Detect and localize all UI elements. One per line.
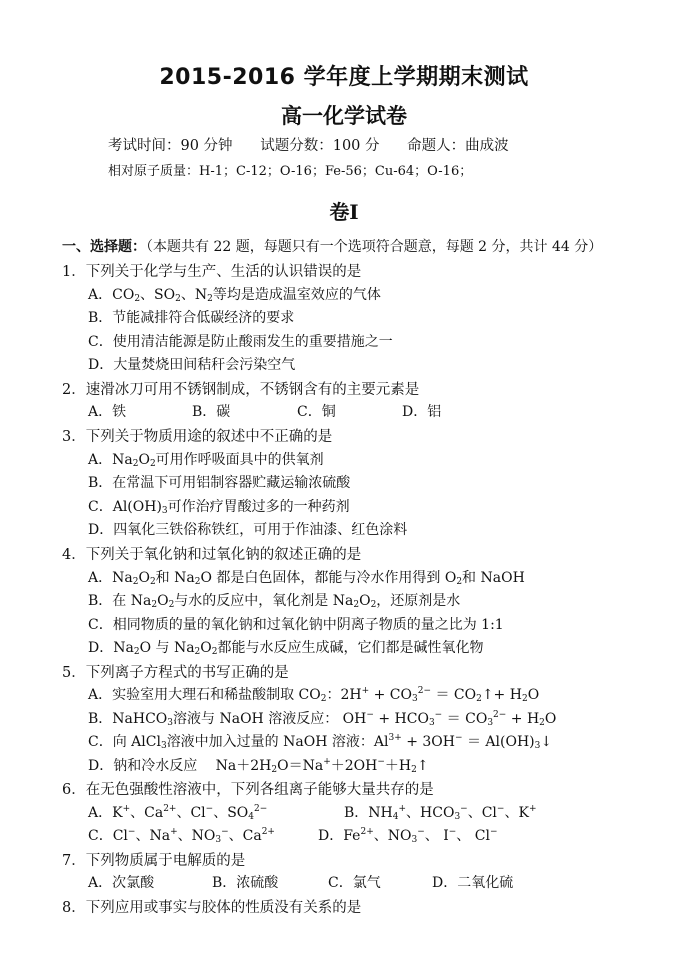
exam-title: 2015-2016 学年度上学期期末测试	[159, 65, 529, 90]
question-option: A．铁	[88, 404, 127, 420]
exam-info: 考试时间：90 分钟 试题分数：100 分 命题人：曲成波	[108, 138, 509, 154]
question-option: C．使用清洁能源是防止酸雨发生的重要措施之一	[88, 334, 393, 350]
question-stem: 5．下列离子方程式的书写正确的是	[62, 665, 289, 681]
question-stem: 6．在无色强酸性溶液中，下列各组离子能够大量共存的是	[62, 782, 434, 798]
question-option: B．碳	[192, 404, 231, 420]
question-option: C．$Al(OH)_3$可作治疗胃酸过多的一种药剂	[88, 499, 350, 516]
question-option: B．浓硫酸	[212, 875, 279, 891]
question-stem: 4．下列关于氧化钠和过氧化钠的叙述正确的是	[62, 547, 362, 563]
atomic-masses: 相对原子质量：H-1；C-12；O-16；Fe-56；Cu-64；O-16；	[108, 164, 473, 179]
question-option: D．大量焚烧田间秸秆会污染空气	[88, 357, 296, 373]
question-option: A．$Na_2O_2$可用作呼吸面具中的供氧剂	[88, 452, 324, 469]
question-option: B．在常温下可用铝制容器贮藏运输浓硫酸	[88, 475, 351, 491]
question-stem: 8．下列应用或事实与胶体的性质没有关系的是	[62, 900, 362, 916]
question-option: B．在 $Na_2O_2$与水的反应中，氧化剂是 $Na_2O_2$，还原剂是水	[88, 593, 461, 610]
question-option: D．四氧化三铁俗称铁红，可用于作油漆、红色涂料	[88, 522, 408, 538]
question-option: A．$Na_2O_2$和 $Na_2O$ 都是白色固体，都能与冷水作用得到 $O_2$和 NaOH	[88, 570, 525, 587]
question-stem: 3．下列关于物质用途的叙述中不正确的是	[62, 429, 333, 445]
question-option: C．相同物质的量的氧化钠和过氧化钠中阴离子物质的量之比为 1:1	[88, 617, 504, 633]
question-stem: 1．下列关于化学与生产、生活的认识错误的是	[62, 264, 362, 280]
question-option: C．向 AlCl$_3$溶液中加入过量的 NaOH 溶液：$Al^{3+} + 3OH^-$ ＝ $Al(OH)_3↓$	[88, 733, 553, 751]
exam-subtitle: 高一化学试卷	[281, 104, 407, 128]
section-note: （本题共有 22 题，每题只有一个选项符合题意，每题 2 分，共计 44 分）	[146, 239, 603, 255]
question-option: D．$Fe^{2+}$、$NO_3^-$、 I−、 Cl−	[318, 827, 498, 845]
question-option: C．氯气	[328, 875, 381, 891]
question-option: B．NaHCO$_3$溶液与 NaOH 溶液反应： $OH^- + HCO_3^- = CO_3^{2-} + H_2O$	[88, 710, 557, 728]
question-option: D．二氧化硫	[432, 875, 514, 891]
volume-heading: 卷Ⅰ	[329, 200, 359, 224]
question-option: A．次氯酸	[88, 875, 155, 891]
question-option: C．铜	[297, 404, 336, 420]
question-option: D．钠和冷水反应 $Na+2H_2O=Na^++2OH^-+H_2↑$	[88, 757, 429, 775]
question-option: A．K+、$Ca^{2+}$、Cl−、$SO_4^{2-}$	[88, 804, 268, 822]
section-title: 一、选择题：	[62, 239, 146, 255]
section-heading	[62, 236, 602, 256]
question-option: D．铝	[402, 404, 442, 420]
question-stem: 7．下列物质属于电解质的是	[62, 853, 246, 869]
question-option: A．实验室用大理石和稀盐酸制取 $CO_2$：$2H^+ + CO_3^{2-}$ ＝ $CO_2↑+ H_2O$	[88, 686, 540, 704]
question-option: B．节能减排符合低碳经济的要求	[88, 310, 295, 326]
question-option: A．$CO_2$、$SO_2$、$N_2$等均是造成温室效应的气体	[88, 287, 381, 304]
question-option: D．$Na_2O$ 与 $Na_2O_2$都能与水反应生成碱，它们都是碱性氧化物	[88, 640, 484, 657]
question-option: B．$NH_4^+$、$HCO_3^-$、Cl−、K+	[344, 804, 537, 822]
question-stem: 2．速滑冰刀可用不锈钢制成，不锈钢含有的主要元素是	[62, 382, 420, 398]
question-option: C．Cl−、Na+、$NO_3^-$、$Ca^{2+}$	[88, 827, 275, 845]
